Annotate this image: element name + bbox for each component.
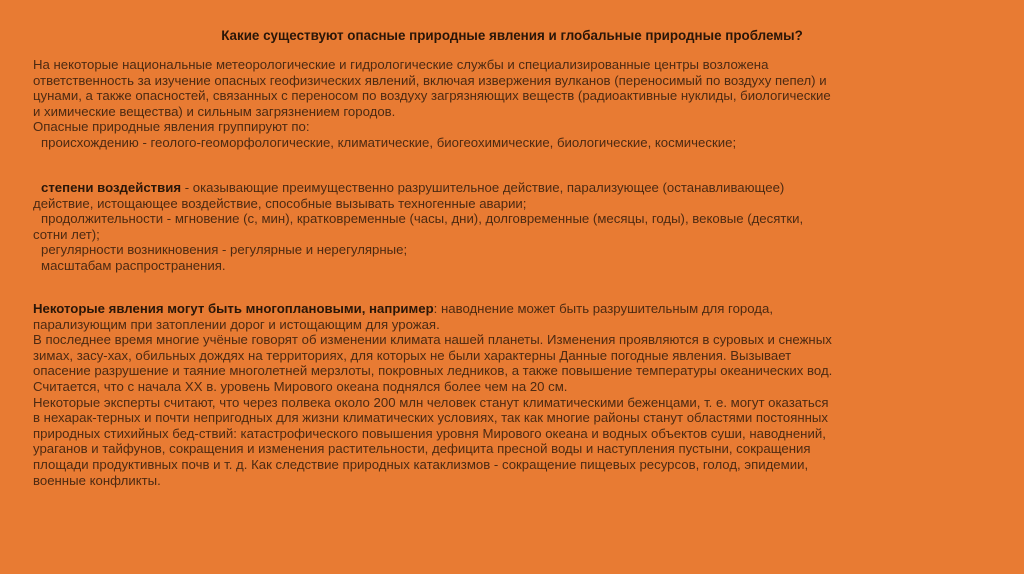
text-line: В последнее время многие учёные говорят об изменении климата нашей планеты. Изменения проявляются в суровых и снежных bbox=[33, 332, 832, 348]
classification-duration: продолжительности - мгновение (с, мин), кратковременные (часы, дни), долговременные (месяцы, годы), вековые (десятки, bbox=[41, 211, 804, 227]
text-line: опасение разрушение и таяние многолетней мерзлоты, покровных ледников, а также повышение температуры океанических вод. bbox=[33, 363, 833, 379]
text-line: ураганов и тайфунов, сокращения и изменения растительности, дефицита пресной воды и наступления пустыни, сокращения bbox=[33, 441, 811, 457]
classification-origin: происхождению - геолого-геоморфологические, климатические, биогеохимические, биологические, космические; bbox=[41, 134, 737, 150]
slide-title: Какие существуют опасные природные явления и глобальные природные проблемы? bbox=[221, 28, 803, 43]
text-line: Некоторые эксперты считают, что через полвека около 200 млн человек станут климатическими беженцами, т. е. могут оказаться bbox=[33, 394, 829, 410]
classification-regularity: регулярности возникновения - регулярные и нерегулярные; bbox=[41, 242, 408, 258]
text-line: площади продуктивных почв и т. д. Как следствие природных катаклизмов - сокращение пищевых ресурсов, голод, эпидемии, bbox=[33, 456, 809, 472]
text-line: в нехарак-терных и почти непригодных для жизни климатических условиях, так как многие районы станут областями постоянных bbox=[33, 410, 828, 426]
text-line: сотни лет); bbox=[33, 226, 100, 242]
intro-paragraph bbox=[33, 57, 963, 151]
lead-line bbox=[33, 301, 963, 317]
text-line: цунами, а также опасностей, связанных с переносом по воздуху загрязняющих веществ (радиоактивные нуклиды, биологические bbox=[33, 88, 831, 104]
text-line: военные конфликты. bbox=[33, 472, 161, 488]
impact-term: степени воздействия bbox=[41, 180, 182, 195]
lead-rest-text: : наводнение может быть разрушительным для города, bbox=[433, 301, 773, 316]
text-line: Опасные природные явления группируют по: bbox=[33, 119, 310, 135]
text-line: и химические вещества) и сильным загрязнением городов. bbox=[33, 103, 396, 119]
text-line: зимах, засу-хах, обильных дождях на территориях, для которых не были характерны Данные погодные явления. Вызывает bbox=[33, 347, 792, 363]
text-line: ответственность за изучение опасных геофизических явлений, включая извержения вулканов (переносимый по воздуху пепел) и bbox=[33, 72, 827, 88]
text-line: парализующим при затоплении дорог и истощающим для урожая. bbox=[33, 316, 440, 332]
text-line: природных стихийных бед-ствий: катастрофического повышения уровня Мирового океана и водных объектов суши, наводнений, bbox=[33, 425, 826, 441]
lead-bold-text: Некоторые явления могут быть многоплановыми, например bbox=[33, 301, 434, 316]
classification-scale: масштабам распространения. bbox=[41, 257, 226, 273]
climate-paragraph bbox=[33, 301, 963, 488]
impact-description: - оказывающие преимущественно разрушительное действие, парализующее (останавливающее) bbox=[181, 180, 785, 195]
classification-list bbox=[33, 180, 963, 274]
text-line: На некоторые национальные метеорологические и гидрологические службы и специализированные центры возложена bbox=[33, 57, 769, 72]
classification-impact bbox=[33, 180, 963, 196]
text-line: Считается, что с начала ХХ в. уровень Мирового океана поднялся более чем на 20 см. bbox=[33, 378, 568, 394]
text-line: действие, истощающее воздействие, способные вызывать техногенные аварии; bbox=[33, 195, 527, 211]
